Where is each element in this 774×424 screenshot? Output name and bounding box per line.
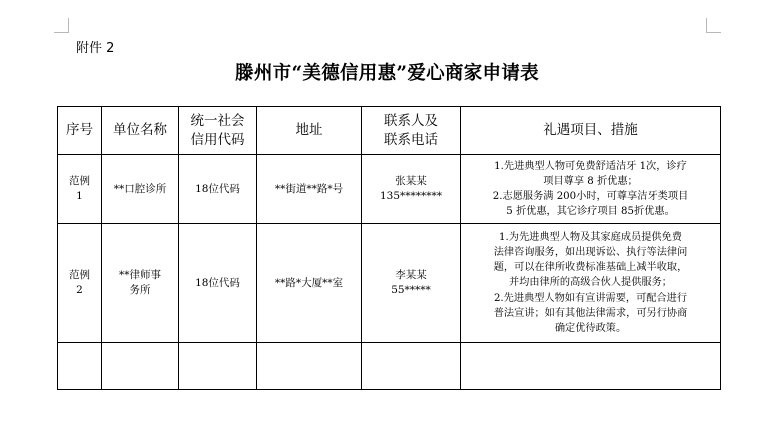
- cell-seq: 范例 1: [58, 155, 102, 224]
- header-seq: 序号: [58, 107, 102, 155]
- cell-contact: 李某某 55*****: [362, 224, 461, 343]
- cell-address-empty[interactable]: [257, 343, 362, 390]
- cell-seq: 范例 2: [58, 224, 102, 343]
- table-row-empty: [58, 343, 721, 390]
- page-title: 滕州市“美德信用惠”爱心商家申请表: [235, 63, 539, 84]
- cell-unit-name: **律师事 务所: [102, 224, 179, 343]
- crop-mark-right: [706, 18, 721, 33]
- cell-address: **路*大厦**室: [257, 224, 362, 343]
- cell-credit-code: 18位代码: [179, 155, 257, 224]
- crop-mark-left: [54, 18, 69, 33]
- table-row: [58, 224, 721, 343]
- header-contact: 联系人及 联系电话: [362, 107, 461, 155]
- cell-unit-name: **口腔诊所: [102, 155, 179, 224]
- header-address: 地址: [257, 107, 362, 155]
- table-row: [58, 155, 721, 224]
- cell-contact: 张某某 135********: [362, 155, 461, 224]
- cell-measures: 1.先进典型人物可免费舒适洁牙 1次，诊疗 项目尊享 8 折优惠； 2.志愿服务满 200小时，可尊享洁牙类项目 5 折优惠，其它诊疗项目 85折优惠。: [461, 155, 721, 224]
- application-form-table: [57, 106, 721, 390]
- cell-contact-empty[interactable]: [362, 343, 461, 390]
- table-header-row: [58, 107, 721, 155]
- cell-credit-code: 18位代码: [179, 224, 257, 343]
- cell-credit-code-empty[interactable]: [179, 343, 257, 390]
- header-unit-name: 单位名称: [102, 107, 179, 155]
- cell-unit-name-empty[interactable]: [102, 343, 179, 390]
- attachment-label: 附件 2: [76, 41, 115, 56]
- header-measures: 礼遇项目、措施: [461, 107, 721, 155]
- cell-seq-empty[interactable]: [58, 343, 102, 390]
- cell-address: **街道**路*号: [257, 155, 362, 224]
- cell-measures-empty[interactable]: [461, 343, 721, 390]
- cell-measures: 1.为先进典型人物及其家庭成员提供免费 法律咨询服务，如出现诉讼、执行等法律问 题，可以在律所收费标准基础上减半收取， 并均由律所的高级合伙人提供服务； 2.先进典型人物如有宣讲需要，可配合进行 普法宣讲；如有其他法律需求，可另行协商 确定优待政策。: [461, 224, 721, 343]
- header-credit-code: 统一社会 信用代码: [179, 107, 257, 155]
